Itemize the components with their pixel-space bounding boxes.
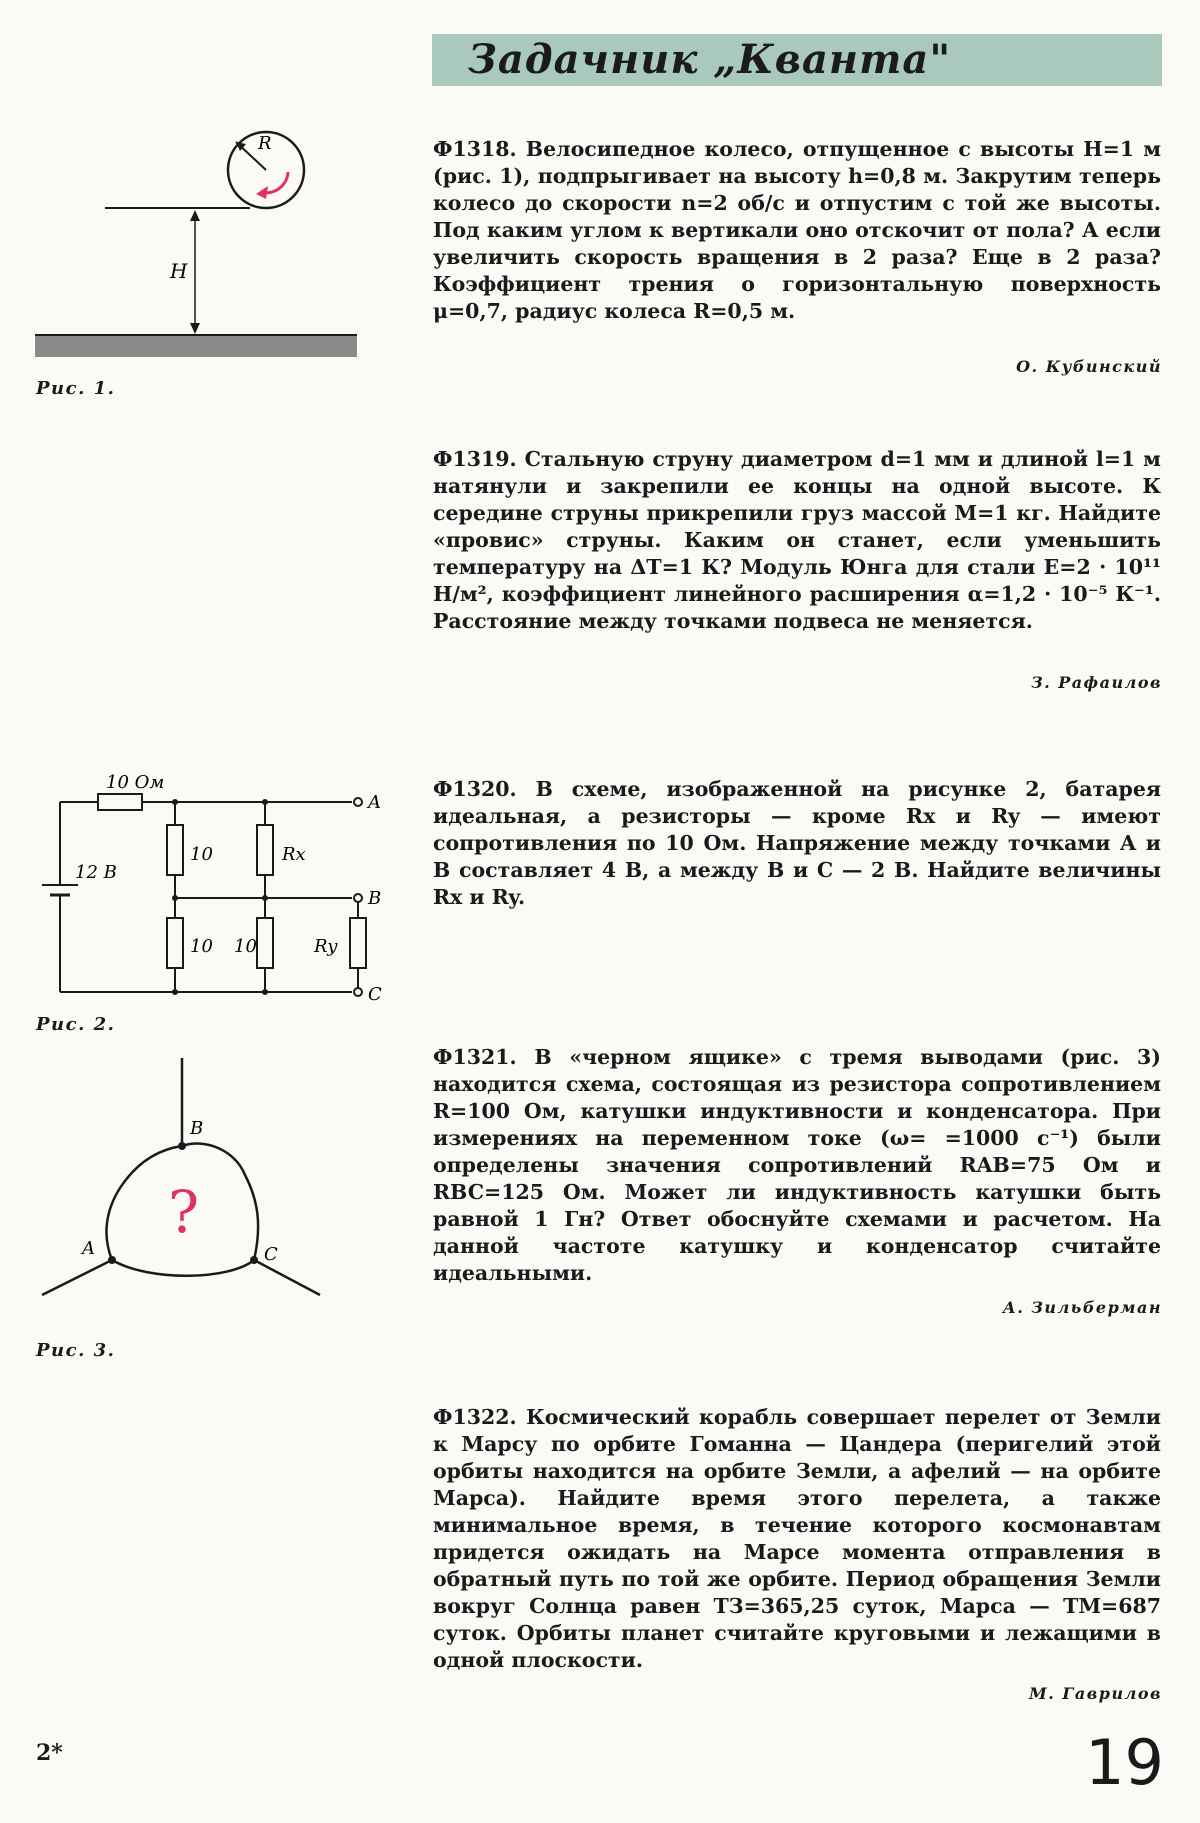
fig2-label-10ohm: 10 Ом: [106, 772, 165, 793]
problem-author: О. Кубинский: [1016, 357, 1162, 376]
fig2-resistor-ry: [350, 918, 366, 968]
fig3-caption: Рис. 3.: [36, 1340, 116, 1361]
fig3-label-b: B: [190, 1118, 204, 1139]
fig2-label-r2: 10: [190, 936, 213, 957]
problem-1319: [433, 446, 1161, 635]
fig2-label-a: A: [368, 792, 381, 813]
problem-number: Ф1321.: [433, 1045, 517, 1069]
fig3-label-a: A: [82, 1238, 95, 1259]
fig2-label-b: B: [368, 888, 382, 909]
fig3-question-mark: ?: [168, 1178, 200, 1246]
fig1-caption: Рис. 1.: [36, 378, 116, 399]
header-banner: [432, 34, 1162, 86]
fig2-label-rx: Rx: [282, 844, 306, 865]
problem-number: Ф1318.: [433, 137, 517, 161]
fig3-lead-c: [254, 1260, 320, 1295]
fig2-resistor-r1: [167, 825, 183, 875]
problem-text: В схеме, изображенной на рисунке 2, батарея идеальная, а резисторы — кроме Rx и Ry — имеют сопротивления по 10 Ом. Напряжение между точками A и B составляет 4 В, а между B и C — 2 В. Найдите величины Rx и Ry.: [433, 777, 1162, 909]
problem-1318: [433, 136, 1161, 325]
problem-number: Ф1322.: [433, 1405, 517, 1429]
problem-1320: [433, 776, 1161, 911]
fig2-label-r1: 10: [190, 844, 213, 865]
problem-text: В «черном ящике» с тремя выводами (рис. 3) находится схема, состоящая из резистора сопротивлением R=100 Ом, катушки индуктивности и конденсатора. При измерениях на переменном токе (ω= =1000 с⁻¹) были определены значения сопротивлений RAB=75 Ом и RBC=125 Ом. Может ли индуктивность катушки быть равной 1 Гн? Ответ обоснуйте схемами и расчетом. На данной частоте катушку и конденсатор считайте идеальными.: [433, 1045, 1161, 1285]
problem-number: Ф1319.: [433, 447, 517, 471]
header-title: Задачник „Кванта": [468, 36, 952, 83]
fig1-label-r: R: [258, 133, 272, 154]
fig2-label-ry: Ry: [314, 936, 338, 957]
problem-text: Велосипедное колесо, отпущенное с высоты H=1 м (рис. 1), подпрыгивает на высоту h=0,8 м. Закрутим теперь колесо до скорости n=2 об/с и отпустим с той же высоты. Под каким углом к вертикали оно отскочит от пола? А если увеличить скорость вращения в 2 раза? Еще в 2 раза? Коэффициент трения о горизонтальную поверхность μ=0,7, радиус колеса R=0,5 м.: [433, 137, 1161, 323]
fig2-resistor-10ohm: [98, 794, 142, 810]
fig1-label-h: H: [170, 259, 188, 283]
problem-text: Стальную струну диаметром d=1 мм и длиной l=1 м натянули и закрепили ее концы на одной высоте. К середине струны прикрепили груз массой M=1 кг. Найдите «провис» струны. Каким он станет, если уменьшить температуру на ΔT=1 К? Модуль Юнга для стали E=2 · 10¹¹ Н/м², коэффициент линейного расширения α=1,2 · 10⁻⁵ К⁻¹. Расстояние между точками подвеса не меняется.: [433, 447, 1161, 633]
fig2-caption: Рис. 2.: [36, 1014, 116, 1035]
fig2-label-12v: 12 В: [75, 862, 117, 883]
problem-author: З. Рафаилов: [1031, 673, 1162, 692]
fig2-resistor-r2: [167, 918, 183, 968]
problem-author: М. Гаврилов: [1029, 1684, 1162, 1703]
fig3-lead-a: [42, 1260, 112, 1295]
fig2-resistor-rx: [257, 825, 273, 875]
problem-1322: [433, 1404, 1161, 1674]
figure-3: [30, 1050, 370, 1310]
problem-author: А. Зильберман: [1002, 1298, 1162, 1317]
fig2-label-r3: 10: [234, 936, 257, 957]
figure-1: [30, 120, 360, 370]
problem-text: Космический корабль совершает перелет от Земли к Марсу по орбите Гоманна — Цандера (перигелий этой орбиты находится на орбите Земли, а афелий — на орбите Марса). Найдите время этого перелета, а также минимальное время, в течение которого космонавтам придется ожидать на Марсе момента отправления в обратный путь по той же орбите. Период обращения Земли вокруг Солнца равен TЗ=365,25 суток, Марса — TM=687 суток. Орбиты планет считайте круговыми и лежащими в одной плоскости.: [433, 1405, 1161, 1672]
figure-2: [30, 760, 400, 1010]
page-number: 19: [1085, 1726, 1164, 1799]
fig2-label-c: C: [368, 984, 382, 1005]
problem-number: Ф1320.: [433, 777, 517, 801]
fig1-ground: [35, 335, 357, 357]
fig2-resistor-r3: [257, 918, 273, 968]
fig3-label-c: C: [264, 1244, 278, 1265]
signature-mark: 2*: [36, 1740, 63, 1766]
problem-1321: [433, 1044, 1161, 1287]
